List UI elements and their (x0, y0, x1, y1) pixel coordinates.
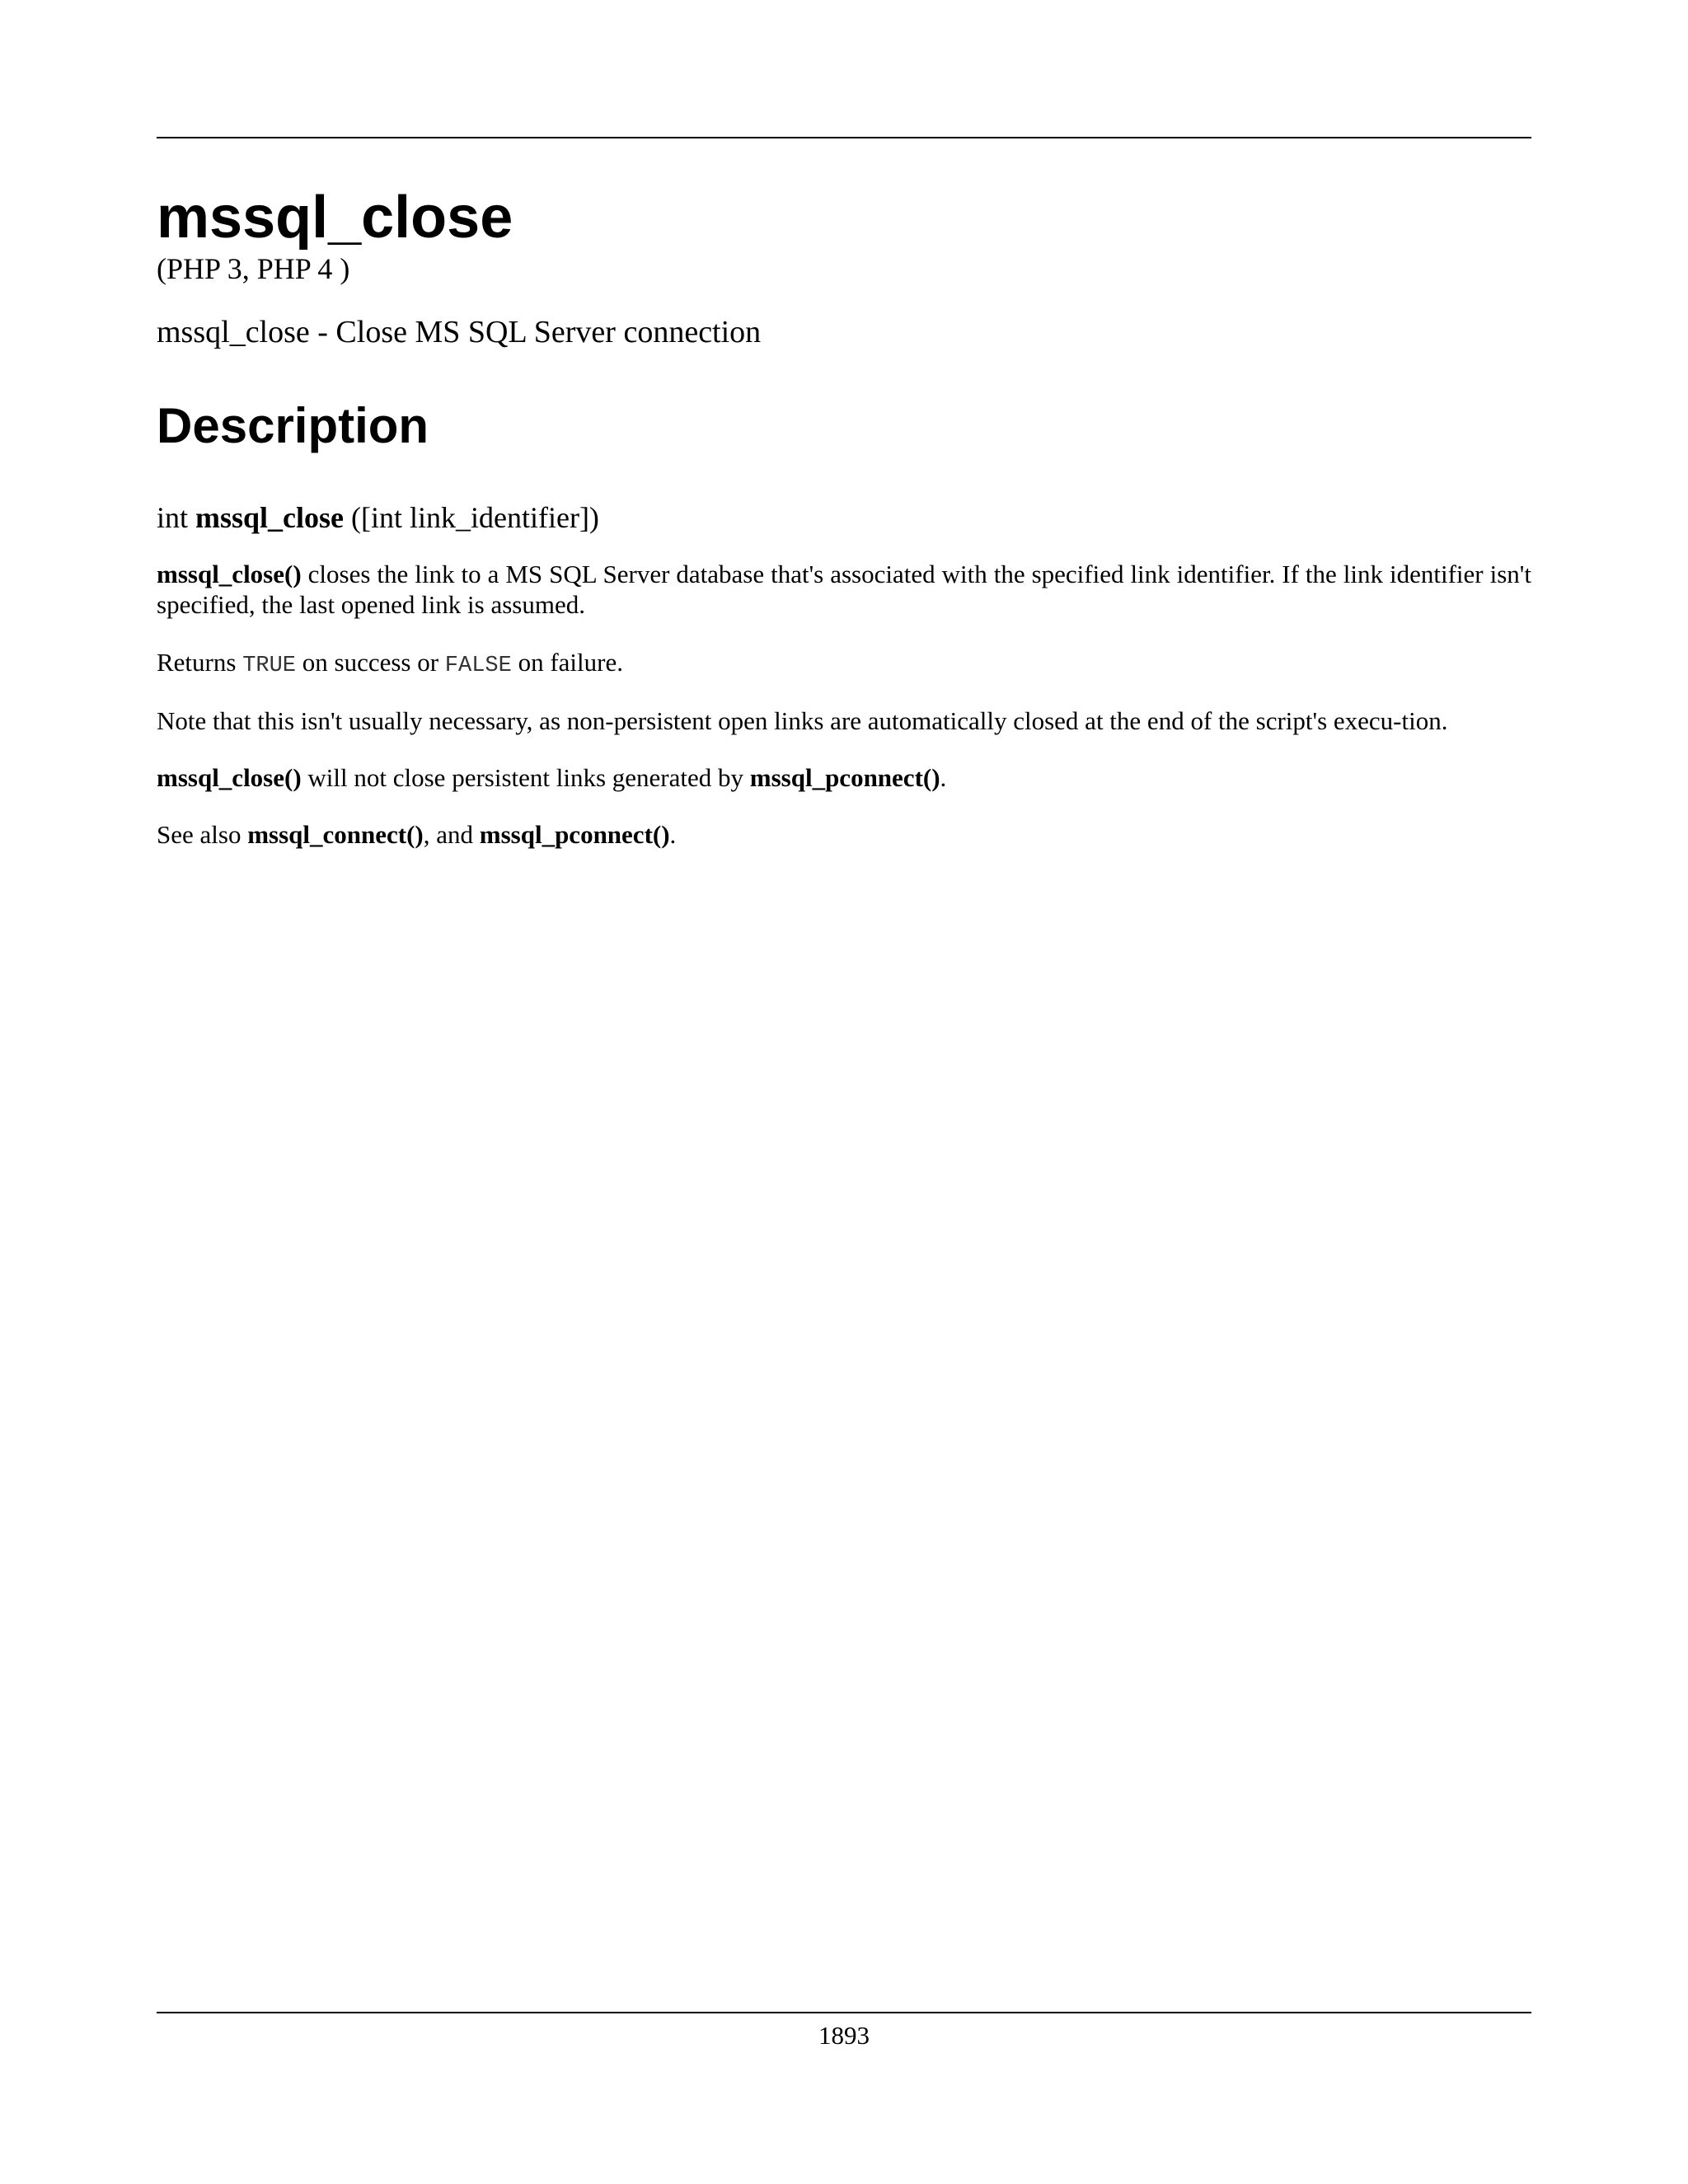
constant-true: TRUE (242, 653, 296, 678)
paragraph-persistent-links (157, 762, 1531, 793)
function-ref: mssql_pconnect() (749, 763, 940, 793)
paragraph-text: closes the link to a MS SQL Server database that's associated with the specified link identifier. If the link identifier isn't specified, the last opened link is assumed. (157, 560, 1531, 620)
page-content (157, 185, 1531, 851)
paragraph-text: Returns (157, 647, 243, 677)
section-heading-description: Description (157, 397, 429, 453)
function-ref: mssql_close() (157, 763, 302, 793)
paragraph-return-values (157, 647, 1531, 679)
constant-false: FALSE (444, 653, 512, 678)
function-ref: mssql_connect() (247, 820, 424, 850)
paragraph-note: Note that this isn't usually necessary, as non-persistent open links are automatically closed at the end of the script's execu-tion. (157, 705, 1448, 735)
page-title: mssql_close (157, 185, 513, 251)
paragraph-close-behavior (157, 559, 1531, 620)
paragraph-text: , and (423, 820, 480, 850)
function-purpose: mssql_close - Close MS SQL Server connection (157, 315, 762, 350)
function-ref: mssql_pconnect() (479, 820, 670, 850)
footer-rule (157, 2012, 1531, 2013)
header-rule (157, 137, 1531, 138)
page-number: 1893 (818, 2021, 870, 2050)
php-versions: (PHP 3, PHP 4 ) (157, 252, 350, 285)
synopsis-params: ([int link_identifier]) (351, 500, 599, 534)
synopsis-function-name: mssql_close (195, 500, 345, 534)
paragraph-text: on failure. (511, 647, 623, 677)
synopsis-return-type: int (157, 500, 189, 534)
function-synopsis (157, 500, 1531, 536)
paragraph-text: . (940, 763, 947, 793)
function-ref: mssql_close() (157, 560, 302, 589)
paragraph-see-also (157, 819, 1531, 850)
paragraph-text: on success or (296, 647, 445, 677)
paragraph-text: . (669, 820, 677, 850)
paragraph-text: will not close persistent links generated by (301, 763, 750, 793)
paragraph-text: See also (157, 820, 248, 850)
